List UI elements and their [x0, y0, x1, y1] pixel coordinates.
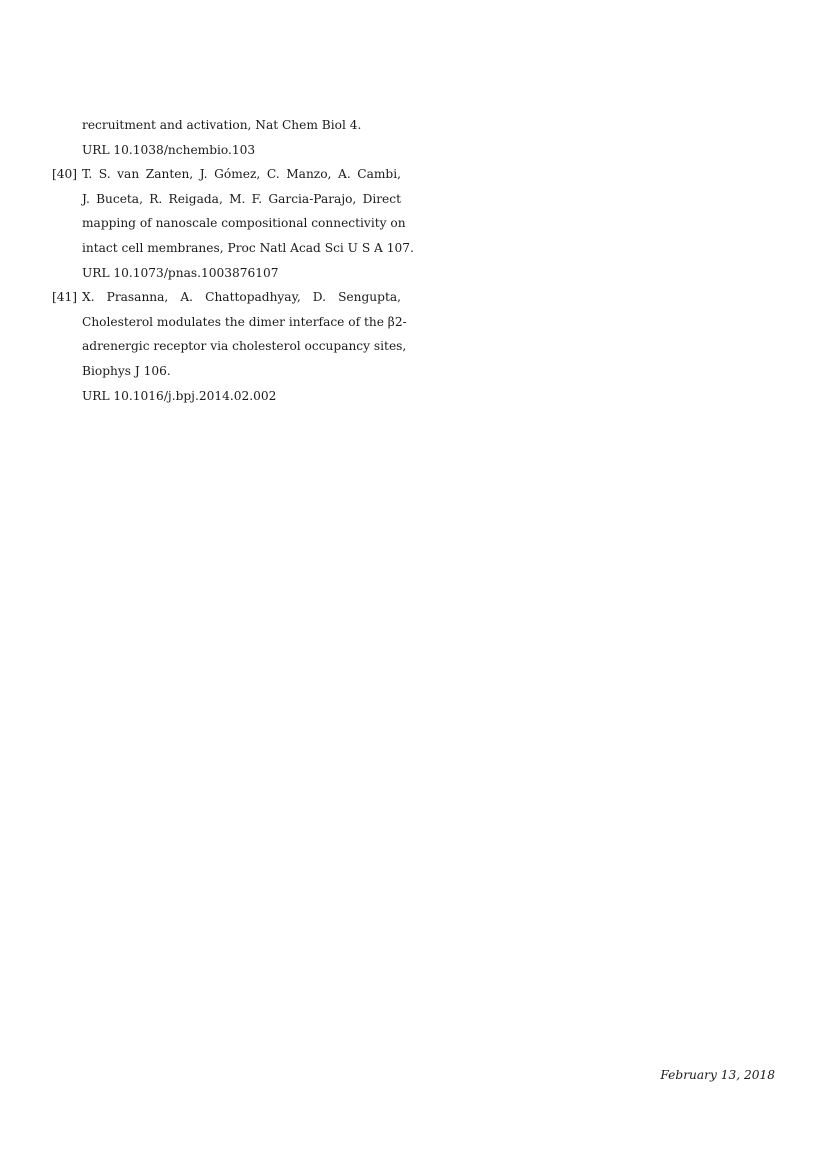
- footer-date: February 13, 2018: [660, 1068, 775, 1082]
- reference-text-line: recruitment and activation, Nat Chem Biol 4.: [82, 118, 362, 132]
- reference-label: [41]: [52, 290, 78, 305]
- reference-url: URL 10.1073/pnas.1003876107: [82, 265, 279, 280]
- reference-continued: [52, 113, 401, 162]
- reference-list: [52, 113, 414, 408]
- reference-url: URL 10.1038/nchembio.103: [82, 142, 256, 157]
- reference-text-line: intact cell membranes, Proc Natl Acad Sci U S A 107.: [82, 240, 414, 255]
- reference-text-line: J. Buceta, R. Reigada, M. F. Garcia-Parajo, Direct: [82, 191, 401, 206]
- reference-text-line: X. Prasanna, A. Chattopadhyay, D. Sengupta,: [82, 290, 401, 305]
- reference-text-line: T. S. van Zanten, J. Gómez, C. Manzo, A. Cambi,: [82, 167, 401, 182]
- reference-40: [52, 162, 414, 285]
- reference-text-line: Cholesterol modulates the dimer interface of the β2-: [82, 314, 407, 329]
- reference-text-line: adrenergic receptor via cholesterol occupancy sites,: [82, 339, 407, 354]
- reference-label: [40]: [52, 167, 78, 182]
- reference-text-line: mapping of nanoscale compositional connectivity on: [82, 216, 406, 231]
- reference-41: [52, 285, 407, 408]
- reference-text-line: Biophys J 106.: [82, 363, 171, 378]
- reference-url: URL 10.1016/j.bpj.2014.02.002: [82, 388, 277, 403]
